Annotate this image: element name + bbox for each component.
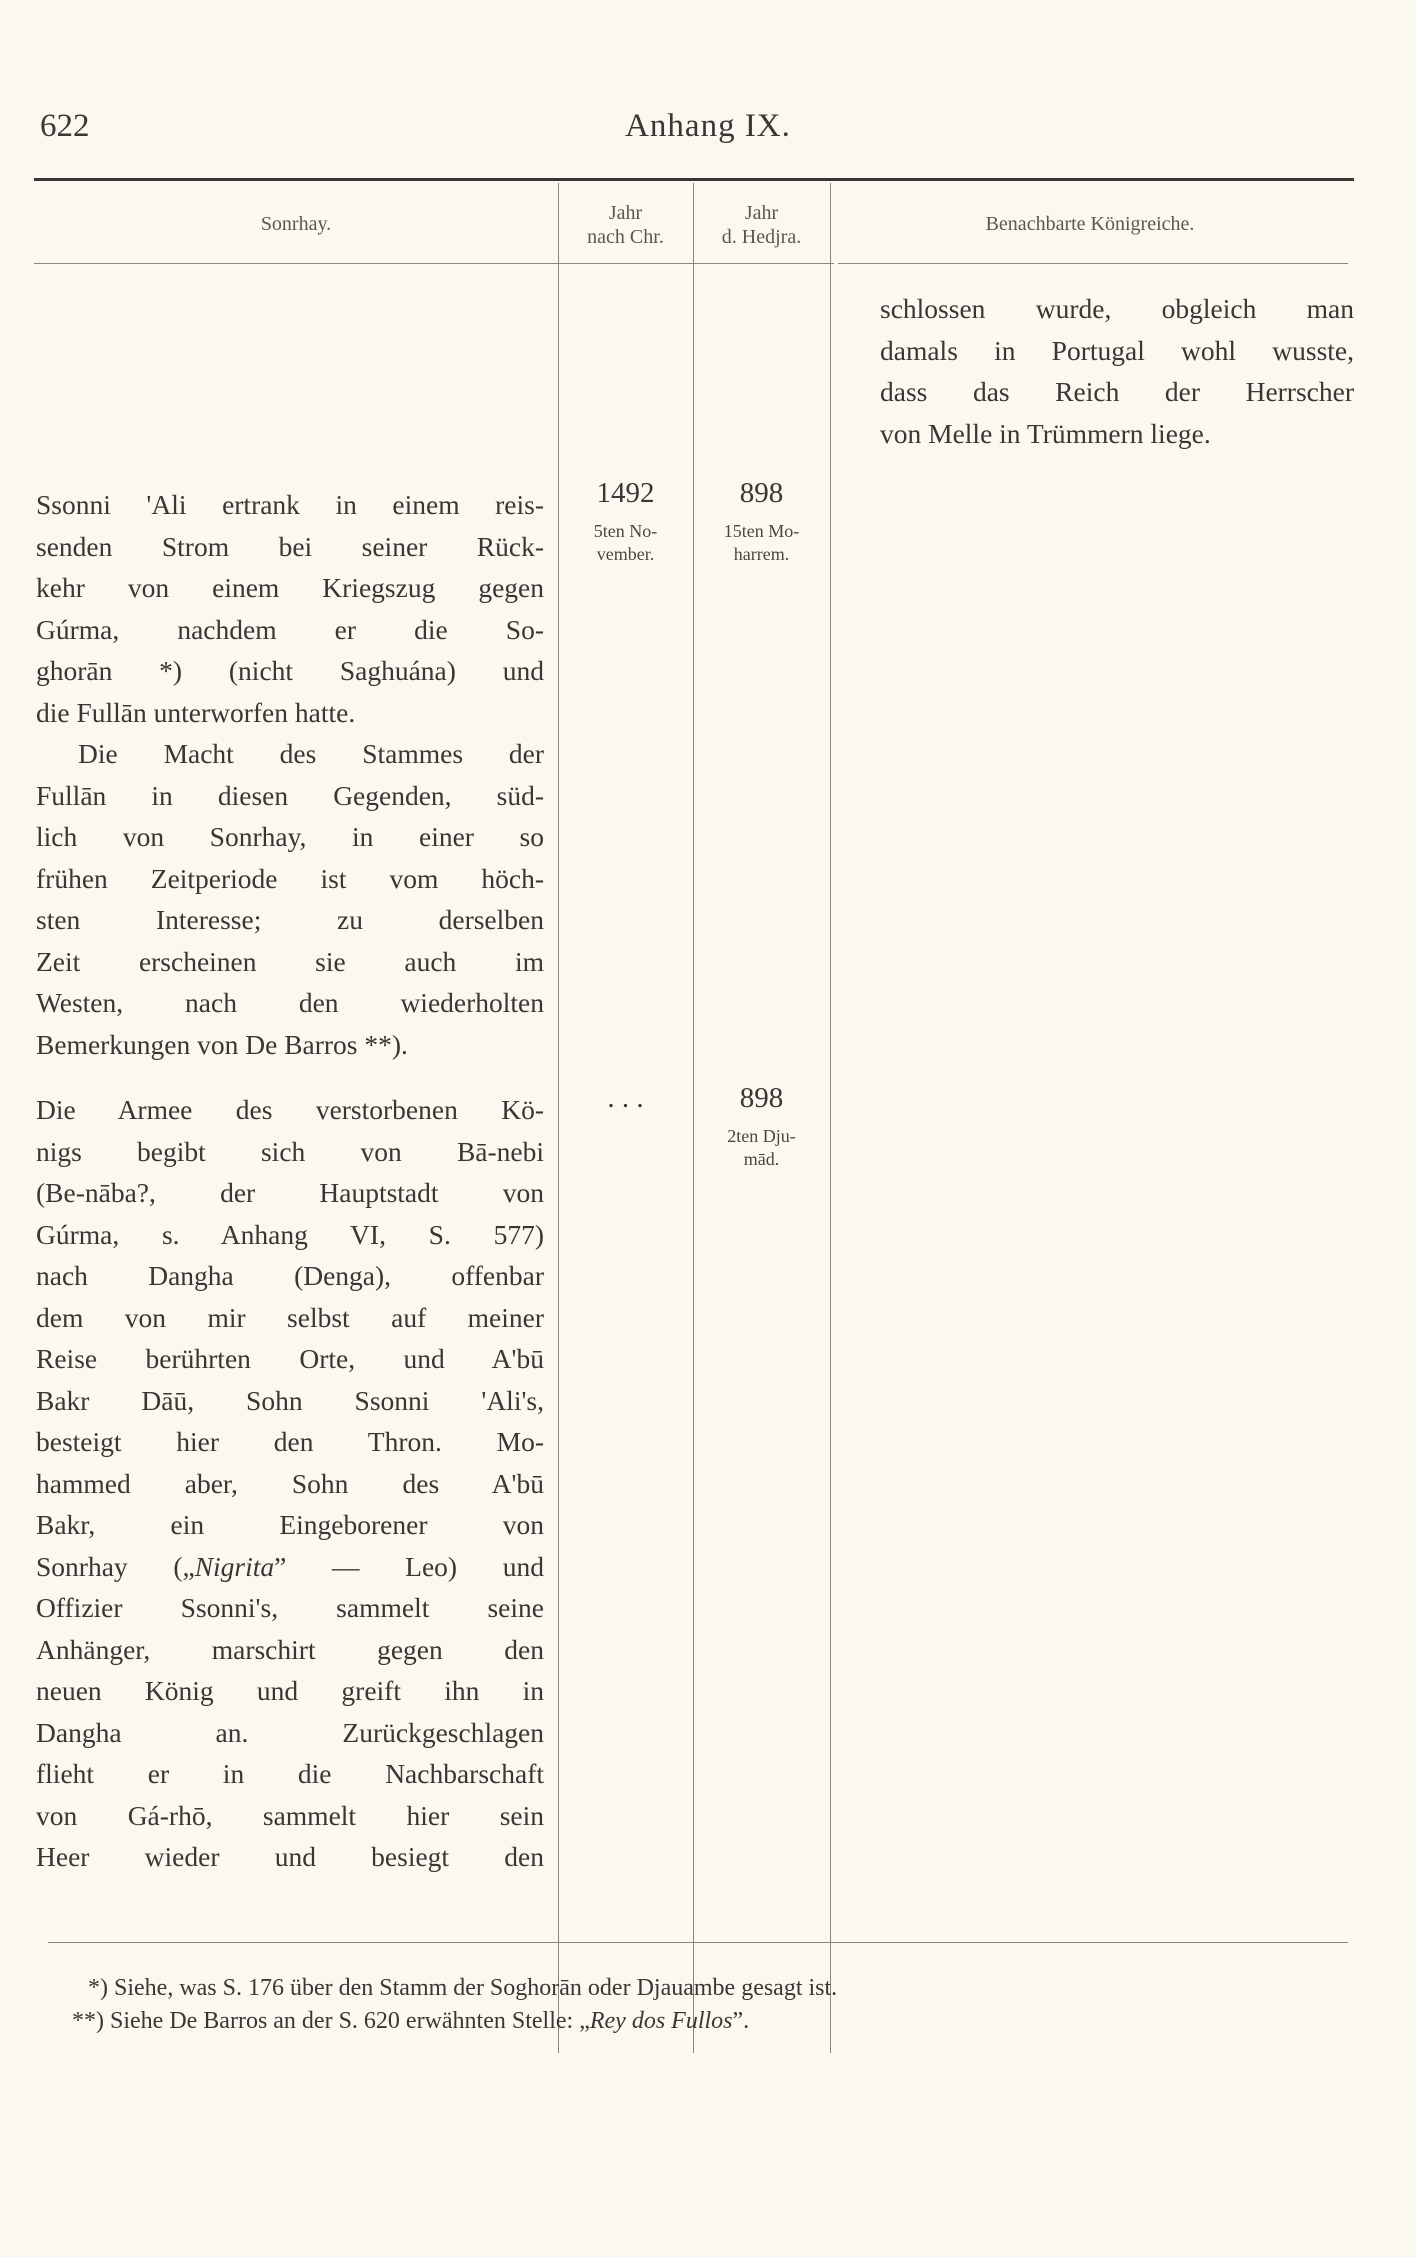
- text-line: Anhänger, marschirt gegen den: [36, 1633, 544, 1665]
- column-header-year-hedjra-line2: d. Hedjra.: [721, 226, 802, 248]
- italic-nigrita: Nigrita: [194, 1550, 275, 1582]
- text-fragment: ” — Leo) und: [274, 1550, 544, 1582]
- text-line: Fullān in diesen Gegenden, süd-: [36, 779, 544, 811]
- column-header-neighbor-kingdoms: Benachbarte Königreiche.: [985, 213, 1195, 235]
- text-line: hammed aber, Sohn des A'bū: [36, 1467, 544, 1499]
- entry-1-date-hedjra: [693, 520, 830, 566]
- text-line: Bemerkungen von De Barros **).: [36, 1028, 408, 1060]
- text-line: nach Dangha (Denga), offenbar: [36, 1260, 544, 1291]
- column-header-year-hedjra-line1: Jahr: [744, 202, 779, 224]
- text-line: (Be-nāba?, der Hauptstadt von: [36, 1177, 544, 1208]
- text-line: Dangha an. Zurückgeschlagen: [36, 1716, 544, 1748]
- text-line: von Melle in Trümmern liege.: [880, 417, 1211, 449]
- text-line: Heer wieder und besiegt den: [36, 1841, 544, 1872]
- entry-2-date-hedjra-line2: mād.: [743, 1149, 780, 1169]
- table-top-rule: [34, 178, 1354, 181]
- table-header-rule-left: [34, 263, 834, 264]
- text-line: Bakr Dāū, Sohn Ssonni 'Ali's,: [36, 1384, 544, 1416]
- text-line: Reise berührten Orte, und A'bū: [36, 1343, 544, 1374]
- text-line: schlossen wurde, obgleich man: [880, 293, 1354, 324]
- entry-1-text: [36, 484, 544, 1065]
- entry-1-year-hedjra: 898: [739, 477, 784, 509]
- column-header-year-chr-line2: nach Chr.: [587, 226, 664, 248]
- table-header-rule-right: [838, 263, 1348, 264]
- entry-2-year-chr: . . .: [607, 1082, 644, 1114]
- text-line: Zeit erscheinen sie auch im: [36, 945, 544, 977]
- text-line: nigs begibt sich von Bā-nebi: [36, 1135, 544, 1167]
- text-line: sten Interesse; zu derselben: [36, 904, 544, 935]
- text-line: Ssonni 'Ali ertrank in einem reis-: [36, 489, 544, 520]
- text-line: Offizier Ssonni's, sammelt seine: [36, 1592, 544, 1623]
- footnote-2: [72, 2005, 749, 2037]
- text-line: Die Macht des Stammes der: [78, 738, 544, 769]
- text-fragment: Sonrhay („: [36, 1550, 195, 1582]
- entry-2-date-hedjra: [693, 1125, 830, 1171]
- footnote-1: *) Siehe, was S. 176 über den Stamm der Soghorān oder Djauambe gesagt ist.: [88, 1975, 838, 2001]
- text-line: damals in Portugal wohl wusste,: [880, 334, 1354, 366]
- text-fragment: ”.: [732, 2008, 750, 2034]
- entry-2-year-hedjra: 898: [739, 1082, 784, 1114]
- text-line: von Gá-rhō, sammelt hier sein: [36, 1799, 544, 1831]
- column-divider-1: [558, 183, 559, 2053]
- text-line: ghorān *) (nicht Saghuána) und: [36, 655, 544, 686]
- text-line: flieht er in die Nachbarschaft: [36, 1758, 544, 1789]
- column-header-year-chr: [558, 201, 693, 249]
- entry-2-text: [36, 1089, 544, 1878]
- entry-1-date-chr-line1: 5ten No-: [593, 521, 658, 541]
- text-line: senden Strom bei seiner Rück-: [36, 530, 544, 562]
- text-line: Westen, nach den wiederholten: [36, 987, 544, 1018]
- entry-1-date-chr: [558, 520, 693, 566]
- running-head: Anhang IX.: [625, 108, 791, 144]
- text-line: neuen König und greift ihn in: [36, 1675, 544, 1706]
- entry-1-year-chr: 1492: [596, 477, 655, 509]
- entry-1-date-hedjra-line1: 15ten Mo-: [723, 521, 800, 541]
- footnote-rule: [48, 1942, 1348, 1943]
- column-header-year-chr-line1: Jahr: [608, 202, 643, 224]
- text-line: Bakr, ein Eingeborener von: [36, 1509, 544, 1540]
- text-line: Die Armee des verstorbenen Kö-: [36, 1094, 544, 1125]
- column-divider-3: [830, 183, 831, 2053]
- entry-1-date-hedjra-line2: harrem.: [733, 544, 790, 564]
- page-number: 622: [40, 108, 90, 144]
- text-line: Gúrma, nachdem er die So-: [36, 613, 544, 645]
- neighbor-kingdoms-text: [880, 288, 1354, 454]
- text-line: die Fullān unterworfen hatte.: [36, 696, 356, 728]
- text-fragment: **) Siehe De Barros an der S. 620 erwähnten Stelle: „: [72, 2008, 590, 2034]
- text-line: frühen Zeitperiode ist vom höch-: [36, 862, 544, 894]
- text-line-nigrita: [36, 1546, 544, 1588]
- text-line: dass das Reich der Herrscher: [880, 376, 1354, 407]
- entry-2-date-hedjra-line1: 2ten Dju-: [727, 1126, 796, 1146]
- text-line: dem von mir selbst auf meiner: [36, 1301, 544, 1333]
- italic-rey-dos-fullos: Rey dos Fullos: [589, 2008, 733, 2034]
- entry-1-date-chr-line2: vember.: [596, 544, 655, 564]
- text-line: kehr von einem Kriegszug gegen: [36, 572, 544, 603]
- text-line: lich von Sonrhay, in einer so: [36, 821, 544, 852]
- column-divider-2: [693, 183, 694, 2053]
- text-line: besteigt hier den Thron. Mo-: [36, 1426, 544, 1457]
- column-header-sonrhay: Sonrhay.: [260, 213, 332, 235]
- text-line: Gúrma, s. Anhang VI, S. 577): [36, 1218, 544, 1250]
- column-header-year-hedjra: [693, 201, 830, 249]
